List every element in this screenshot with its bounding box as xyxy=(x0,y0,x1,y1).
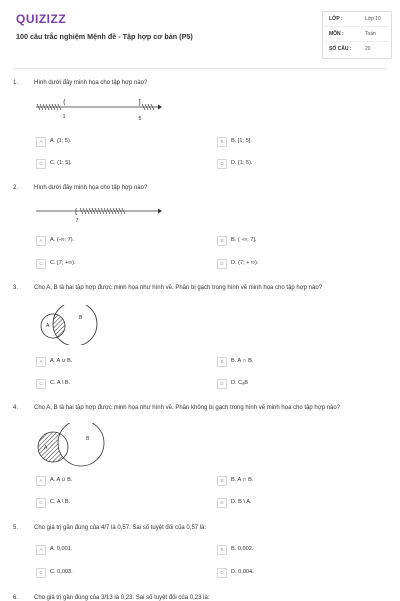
option-letter-box: A xyxy=(36,137,46,147)
option-letter-box: D xyxy=(217,379,227,389)
option-letter-box: D xyxy=(217,568,227,578)
option-text: B. A ∩ B. xyxy=(231,358,254,364)
question-number: 3. xyxy=(13,285,19,291)
option-letter-box: D xyxy=(217,259,227,269)
question-text: Cho A, B là hai tập hợp được minh họa như hình vẽ. Phần không bị gạch trong hình vẽ minh họa cho tập hợp nào? xyxy=(34,405,341,411)
question-number: 2. xyxy=(13,185,19,191)
option-text: A. (1; 5). xyxy=(50,138,72,144)
option-text: C. A \ B. xyxy=(50,499,71,505)
venn-diagram-figure xyxy=(38,305,104,345)
option-text: C. [7; +∞). xyxy=(50,260,76,266)
number-line-figure xyxy=(34,203,164,225)
svg-text:]: ] xyxy=(138,98,141,107)
option-letter-box: C xyxy=(36,498,46,508)
number-line-label-1: 1 xyxy=(62,114,66,120)
worksheet-header xyxy=(0,0,400,62)
meta-class-row xyxy=(329,12,387,26)
meta-class-label: LỚP : xyxy=(329,16,343,22)
venn-label-a: A xyxy=(46,323,50,329)
question-text: Hình dưới đây minh họa cho tập hợp nào? xyxy=(34,185,148,191)
question-text: Cho giá trị gần đúng của 4/7 là 0,57. Sai số tuyệt đối của 0,57 là: xyxy=(34,525,207,531)
option-text: B. 0,002. xyxy=(231,546,254,552)
meta-subject-row xyxy=(329,27,387,41)
question-number: 4. xyxy=(13,405,19,411)
option-letter-box: C xyxy=(36,159,46,169)
option-letter-box: D xyxy=(217,159,227,169)
question-number: 6. xyxy=(13,595,19,601)
meta-info-box xyxy=(322,11,392,59)
option-letter-box: D xyxy=(217,498,227,508)
option-text: D. CₐB xyxy=(231,380,248,386)
option-letter-box: C xyxy=(36,259,46,269)
svg-text:(: ( xyxy=(63,98,66,107)
question-number: 5. xyxy=(13,525,19,531)
quizizz-logo: QUIZIZZ xyxy=(16,12,67,26)
option-text: D. B \ A. xyxy=(231,499,252,505)
number-line-label-7: 7 xyxy=(75,218,79,224)
option-text: C. 0,003. xyxy=(50,569,73,575)
option-text: A. 0,001. xyxy=(50,546,73,552)
question-text: Cho giá trị gần đúng của 3/13 là 0,23. Sai số tuyệt đối của 0,23 là: xyxy=(34,595,210,601)
option-letter-box: A xyxy=(36,545,46,555)
option-text: B. ( -∞; 7]. xyxy=(231,237,257,243)
option-letter-box: A xyxy=(36,357,46,367)
option-text: A. (-∞; 7). xyxy=(50,237,75,243)
option-text: C. A \ B. xyxy=(50,380,71,386)
question-text: Hình dưới đây minh họa cho tập hợp nào? xyxy=(34,80,148,86)
option-letter-box: B xyxy=(217,236,227,246)
venn-label-b: B xyxy=(86,436,90,442)
svg-text:[: [ xyxy=(75,208,78,216)
option-letter-box: B xyxy=(217,357,227,367)
option-text: B. [1; 5]. xyxy=(231,138,252,144)
venn-label-b: B xyxy=(79,315,83,321)
meta-subject-value: Toán xyxy=(365,31,376,37)
meta-subject-label: MÔN : xyxy=(329,31,344,37)
question-text: Cho A, B là hai tập hợp được minh họa như hình vẽ. Phần bị gạch trong hình vẽ minh họa cho tập hợp nào? xyxy=(34,285,323,291)
option-letter-box: C xyxy=(36,379,46,389)
number-line-label-5: 5 xyxy=(138,116,142,122)
question-number: 1. xyxy=(13,80,19,86)
option-text: B. A ∩ B. xyxy=(231,477,254,483)
worksheet-title: 100 câu trắc nghiệm Mệnh đề - Tập hợp cơ bản (P5) xyxy=(16,32,193,41)
meta-count-row xyxy=(329,42,387,56)
option-text: A. A ∪ B. xyxy=(50,358,73,364)
venn-label-a: A xyxy=(44,445,48,451)
option-text: C. (1; 5]. xyxy=(50,160,72,166)
option-letter-box: C xyxy=(36,568,46,578)
meta-count-label: SỐ CÂU : xyxy=(329,46,352,52)
number-line-figure xyxy=(34,98,164,124)
option-text: D. (7; + ∞). xyxy=(231,260,259,266)
option-letter-box: B xyxy=(217,137,227,147)
option-text: D. [1; 5). xyxy=(231,160,253,166)
header-divider xyxy=(14,68,386,69)
option-letter-box: A xyxy=(36,236,46,246)
option-letter-box: A xyxy=(36,476,46,486)
option-letter-box: B xyxy=(217,476,227,486)
option-letter-box: B xyxy=(217,545,227,555)
meta-count-value: 20 xyxy=(365,46,371,52)
option-text: D. 0,004. xyxy=(231,569,254,575)
venn-diagram-figure xyxy=(36,423,108,467)
option-text: A. A ∪ B. xyxy=(50,477,73,483)
meta-class-value: Lớp 10 xyxy=(365,16,381,22)
